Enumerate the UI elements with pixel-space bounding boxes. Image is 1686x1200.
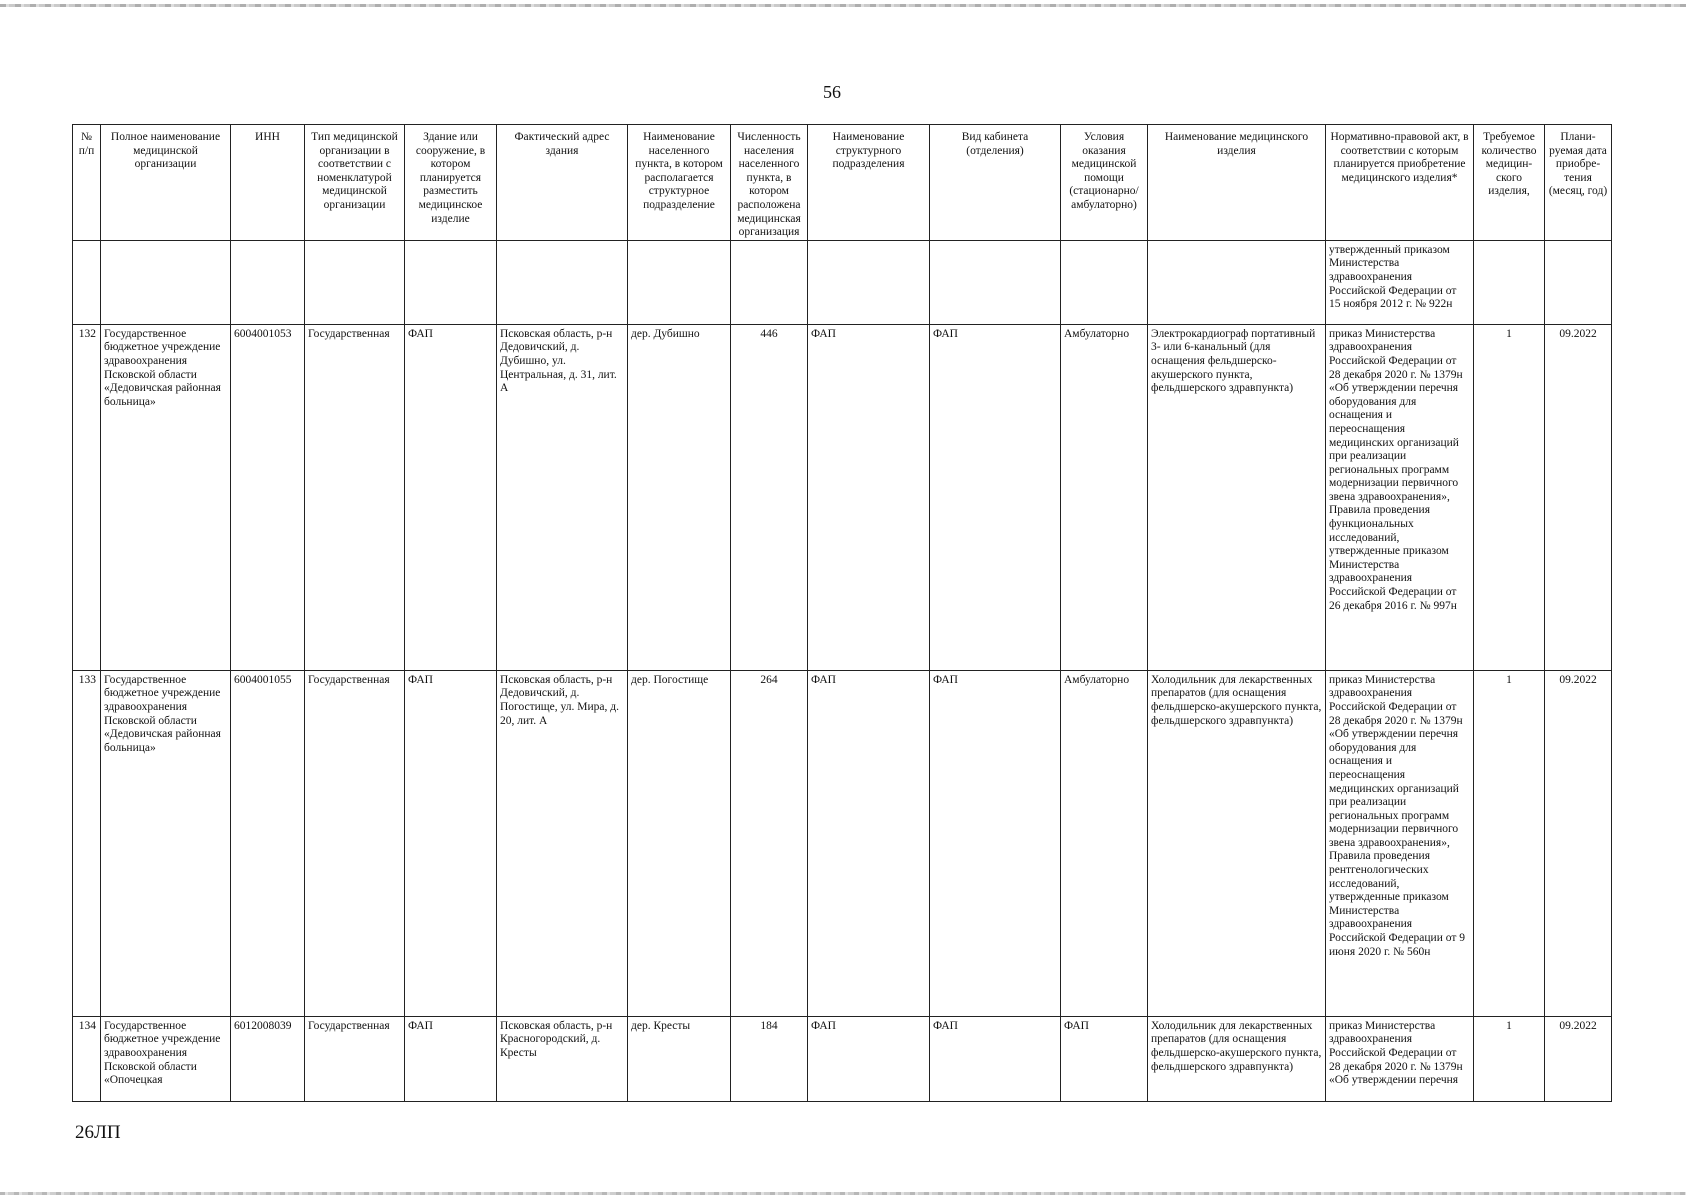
quantity-cell: 1	[1474, 324, 1545, 670]
device-cell: Электрокардиограф портативный 3- или 6-канальный (для оснащения фельдшерско-акушерского пункта, фельдшерского здравпункта)	[1148, 324, 1326, 670]
legal-act-cell: приказ Министерства здравоохранения Российской Федерации от 28 декабря 2020 г. № 1379н «Об утверждении перечня	[1326, 1016, 1474, 1101]
org-name-cell: Государственное бюджетное учреждение здравоохранения Псковской области «Дедовичская районная больница»	[101, 670, 231, 1016]
table-cell	[1061, 240, 1148, 324]
org-name-cell: Государственное бюджетное учреждение здравоохранения Псковской области «Опочецкая	[101, 1016, 231, 1101]
table-cell	[1545, 240, 1612, 324]
table-row	[73, 324, 1612, 670]
table-row	[73, 670, 1612, 1016]
header-cell: Тип медицинской организации в соответствии с номенклатурой медицинской организации	[305, 125, 405, 241]
table-cell	[305, 240, 405, 324]
subdivision-cell: ФАП	[808, 324, 930, 670]
page-number: 56	[823, 82, 841, 102]
quantity-cell: 1	[1474, 1016, 1545, 1101]
quantity-cell: 1	[1474, 670, 1545, 1016]
legal-act-cell: утвержденный приказом Министерства здравоохранения Российской Федерации от 15 ноября 2012 г. № 922н	[1326, 240, 1474, 324]
address-cell: Псковская область, р-н Красногородский, д. Кресты	[497, 1016, 628, 1101]
date-cell: 09.2022	[1545, 324, 1612, 670]
inn-cell: 6004001055	[231, 670, 305, 1016]
header-cell: Плани-руемая дата приобре-тения (месяц, год)	[1545, 125, 1612, 241]
subdivision-cell: ФАП	[808, 670, 930, 1016]
scan-edge-top	[0, 4, 1686, 7]
address-cell: Псковская область, р-н Дедовичский, д. Дубишно, ул. Центральная, д. 31, лит. А	[497, 324, 628, 670]
header-cell: Фактический адрес здания	[497, 125, 628, 241]
header-cell: Наименование населенного пункта, в котором располагается структурное подразделение	[628, 125, 731, 241]
legal-act-cell: приказ Министерства здравоохранения Российской Федерации от 28 декабря 2020 г. № 1379н «Об утверждении перечня оборудования для оснащения и переоснащения медицинских организаций при реализации региональных программ модернизации первичного звена здравоохранения», Правила проведения рентгенологических исследований, утвержденные приказом Министерства здравоохранения Российской Федерации от 9 июня 2020 г. № 560н	[1326, 670, 1474, 1016]
header-cell: ИНН	[231, 125, 305, 241]
cabinet-type-cell: ФАП	[930, 1016, 1061, 1101]
table-cell	[808, 240, 930, 324]
device-cell: Холодильник для лекарственных препаратов (для оснащения фельдшерско-акушерского пункта, фельдшерского здравпункта)	[1148, 670, 1326, 1016]
cabinet-type-cell: ФАП	[930, 324, 1061, 670]
header-cell: Наименование медицинского изделия	[1148, 125, 1326, 241]
conditions-cell: ФАП	[1061, 1016, 1148, 1101]
table-cell	[731, 240, 808, 324]
table-cell	[73, 240, 101, 324]
org-type-cell: Государственная	[305, 324, 405, 670]
conditions-cell: Амбулаторно	[1061, 324, 1148, 670]
table-row	[73, 1016, 1612, 1101]
table-cell	[1148, 240, 1326, 324]
header-cell: Вид кабинета (отделения)	[930, 125, 1061, 241]
inn-cell: 6012008039	[231, 1016, 305, 1101]
building-cell: ФАП	[405, 324, 497, 670]
header-cell: Условия оказания медицинской помощи (стационарно/ амбулаторно)	[1061, 125, 1148, 241]
table-cell	[231, 240, 305, 324]
header-cell: Здание или сооружение, в котором планируется разместить медицинское изделие	[405, 125, 497, 241]
building-cell: ФАП	[405, 670, 497, 1016]
date-cell: 09.2022	[1545, 1016, 1612, 1101]
device-cell: Холодильник для лекарственных препаратов (для оснащения фельдшерско-акушерского пункта, фельдшерского здравпункта)	[1148, 1016, 1326, 1101]
address-cell: Псковская область, р-н Дедовичский, д. Погостище, ул. Мира, д. 20, лит. А	[497, 670, 628, 1016]
population-cell: 446	[731, 324, 808, 670]
header-cell: Численность населения населенного пункта, в котором расположена медицинская организация	[731, 125, 808, 241]
table-cell	[101, 240, 231, 324]
document-code: 26ЛП	[75, 1122, 121, 1143]
settlement-cell: дер. Кресты	[628, 1016, 731, 1101]
org-name-cell: Государственное бюджетное учреждение здравоохранения Псковской области «Дедовичская районная больница»	[101, 324, 231, 670]
conditions-cell: Амбулаторно	[1061, 670, 1148, 1016]
table-header-row	[73, 125, 1612, 241]
scan-edge-bottom	[0, 1192, 1686, 1195]
header-cell: № п/п	[73, 125, 101, 241]
header-cell: Нормативно-правовой акт, в соответствии с которым планируется приобретение медицинского изделия*	[1326, 125, 1474, 241]
table-cell	[930, 240, 1061, 324]
building-cell: ФАП	[405, 1016, 497, 1101]
row-number-cell: 133	[73, 670, 101, 1016]
date-cell: 09.2022	[1545, 670, 1612, 1016]
subdivision-cell: ФАП	[808, 1016, 930, 1101]
table-cell	[497, 240, 628, 324]
cabinet-type-cell: ФАП	[930, 670, 1061, 1016]
table-cell	[1474, 240, 1545, 324]
table-cell	[628, 240, 731, 324]
population-cell: 264	[731, 670, 808, 1016]
table-row-continuation	[73, 240, 1612, 324]
header-cell: Наименование структурного подразделения	[808, 125, 930, 241]
org-type-cell: Государственная	[305, 670, 405, 1016]
medical-equipment-table	[72, 124, 1612, 1102]
header-cell: Полное наименование медицинской организации	[101, 125, 231, 241]
settlement-cell: дер. Дубишно	[628, 324, 731, 670]
row-number-cell: 132	[73, 324, 101, 670]
legal-act-cell: приказ Министерства здравоохранения Российской Федерации от 28 декабря 2020 г. № 1379н «Об утверждении перечня оборудования для оснащения и переоснащения медицинских организаций при реализации региональных программ модернизации первичного звена здравоохранения», Правила проведения функциональных исследований, утвержденные приказом Министерства здравоохранения Российской Федерации от 26 декабря 2016 г. № 997н	[1326, 324, 1474, 670]
settlement-cell: дер. Погостище	[628, 670, 731, 1016]
inn-cell: 6004001053	[231, 324, 305, 670]
header-cell: Требуемое количество медицин-ского изделия,	[1474, 125, 1545, 241]
table-cell	[405, 240, 497, 324]
org-type-cell: Государственная	[305, 1016, 405, 1101]
population-cell: 184	[731, 1016, 808, 1101]
row-number-cell: 134	[73, 1016, 101, 1101]
